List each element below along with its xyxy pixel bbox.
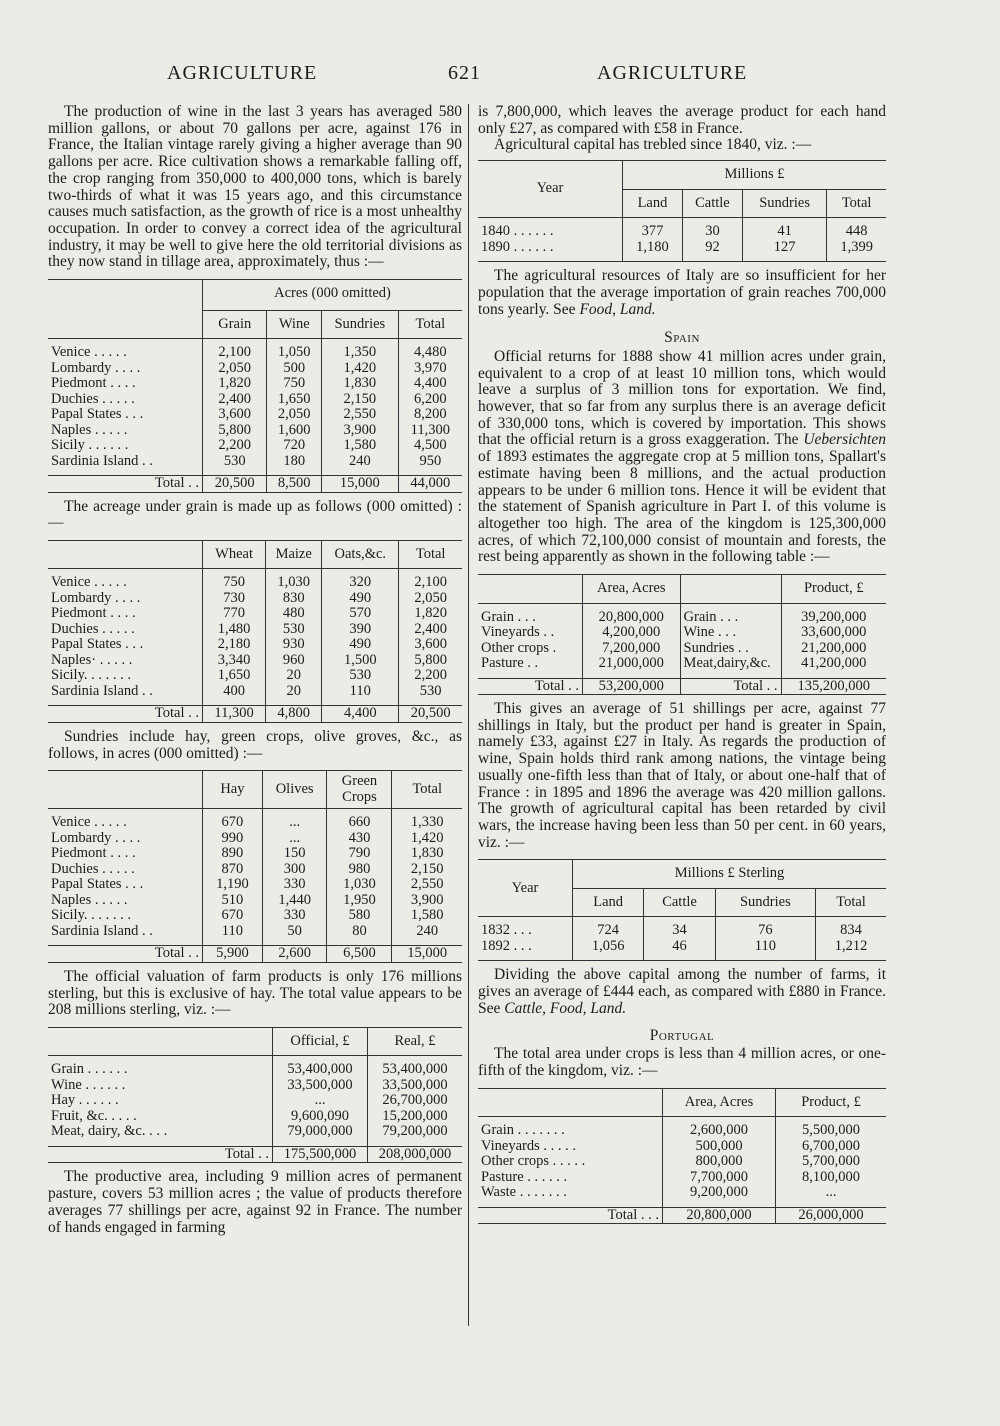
table-cell: 960 [266,653,322,669]
row-label: Naples . . . . . [51,891,128,908]
table-cell: 2,100 [399,575,462,591]
paragraph: This gives an average of 51 shillings per acre, against 77 shillings in Italy, but the product per hand is greater in Spain, namely £33, against £27 in Italy. As regards the production of wine, Spain holds third rank among nations, the vintage being usually one-fifth less than that of Italy, or about one-half that of France : in 1895 and 1896 the average was 420 million gallons. The growth of agricultural capital has been retarded by civil wars, the increase having been less than 50 per cent. in 60 years, viz. :— [478,700,886,851]
table-row [48,893,462,909]
table-cell: 750 [203,575,266,591]
table-cell: 127 [742,240,826,256]
table-row [48,924,462,940]
table-cell: 510 [203,893,263,909]
table-total-row: Total . . 20,500 8,500 15,000 44,000 [48,476,462,493]
table-cell: 1,180 [623,240,683,256]
table-row [478,1123,886,1139]
col-header: Sundries [742,189,826,218]
section-heading-spain: Spain [664,329,700,347]
table-cell: 1,440 [262,893,327,909]
table-cell: 950 [398,454,462,470]
row-label: Pasture . . . . . . [481,1168,568,1185]
table-cell: 730 [203,591,266,607]
see-also-link[interactable]: Food, Land. [579,300,656,318]
table-cell: 1,480 [203,622,266,638]
table-cell: 20 [266,668,322,684]
table-total-row: Total . . 5,900 2,600 6,500 15,000 [48,946,462,963]
col-header: Cattle [682,189,742,218]
table-cell: 377 [623,224,683,240]
table-cell: 1,500 [322,653,399,669]
left-column [48,104,462,1236]
table-cell: 2,150 [392,862,462,878]
row-label: Piedmont . . . . [51,375,136,392]
row-label: Sicily . . . . . . [51,437,129,454]
row-label: Sicily. . . . . . . [51,667,132,684]
table-cell: 5,800 [399,653,462,669]
table-row [478,1170,886,1186]
table-cell: 3,600 [399,637,462,653]
table-row [478,610,886,626]
table-cell: 830 [266,591,322,607]
table-cell: 3,900 [321,423,398,439]
italy-grain-table [48,540,462,723]
table-row [48,862,462,878]
table-cell: Meat,dairy,&c. [680,656,781,672]
table-cell: 570 [322,606,399,622]
table-cell: 500 [267,361,322,377]
table-cell: 9,200,000 [663,1185,776,1201]
table-cell: 2,600,000 [663,1123,776,1139]
table-cell: 834 [816,923,886,939]
paragraph: The productive area, including 9 million acres of permanent pasture, covers 53 million acres ; the value of products therefore averages 77 shillings per acre, against 92 in France. The number of hands engaged in farming [48,1168,462,1236]
table-cell: 180 [267,454,322,470]
table-cell: 1,420 [392,831,462,847]
row-label: Sicily. . . . . . . [51,907,132,924]
table-row [478,1185,886,1201]
table-row [48,423,462,439]
table-cell: 53,400,000 [273,1062,368,1078]
table-cell: 30 [682,224,742,240]
table-cell: 34 [644,923,715,939]
table-cell: ... [776,1185,886,1201]
table-cell: 530 [203,454,267,470]
col-header: Olives [262,771,327,809]
table-cell: 5,700,000 [776,1154,886,1170]
paragraph: The official valuation of farm products is only 176 millions sterling, but this is exclusive of hay. The total value appears to be 208 millions sterling, viz. :— [48,967,462,1019]
table-cell: 1,050 [267,345,322,361]
table-row [48,877,462,893]
table-cell: 110 [715,939,815,955]
table-cell: 2,550 [321,407,398,423]
col-header: Year [478,161,623,218]
table-cell: 110 [203,924,263,940]
col-header: Land [623,189,683,218]
table-cell: 1,820 [399,606,462,622]
table-cell: 430 [327,831,392,847]
table-row [48,831,462,847]
table-cell: 2,050 [399,591,462,607]
table-cell: 2,400 [203,392,267,408]
table-cell: 6,200 [398,392,462,408]
table-cell: 990 [203,831,263,847]
italy-capital-table [478,160,886,262]
table-row [48,653,462,669]
table-total-row: Total . . 53,200,000 Total . . 135,200,000 [478,678,886,695]
table-cell: 720 [267,438,322,454]
table-cell: 21,000,000 [583,656,681,672]
spain-area-table [478,574,886,695]
table-cell: 530 [322,668,399,684]
table-row [48,684,462,700]
table-cell: 320 [322,575,399,591]
table-cell: 11,300 [398,423,462,439]
table-cell: 1,030 [327,877,392,893]
table-cell: 110 [322,684,399,700]
table-cell: 670 [203,908,263,924]
col-header: Oats,&c. [322,540,399,569]
table-cell: 33,500,000 [273,1078,368,1094]
table-group-header: Millions £ Sterling [573,860,887,889]
table-cell: 300 [262,862,327,878]
table-cell: 4,500 [398,438,462,454]
italy-sundries-table [48,770,462,963]
row-label: Lombardy . . . . [51,589,141,606]
table-cell: Grain . . . [680,610,781,626]
running-head-right: AGRICULTURE [597,62,748,84]
table-cell: 1,580 [392,908,462,924]
table-cell: 2,200 [399,668,462,684]
col-header: Grain [203,310,267,339]
table-cell: 33,500,000 [368,1078,462,1094]
table-cell: 2,050 [203,361,267,377]
table-row [48,392,462,408]
table-cell: 33,600,000 [781,625,886,641]
table-cell: 7,700,000 [663,1170,776,1186]
row-label: Wine . . . . . . [51,1076,126,1093]
table-cell: 1,650 [203,668,266,684]
col-header: Hay [203,771,263,809]
table-cell: 1,399 [827,240,886,256]
col-header: Official, £ [273,1027,368,1056]
paragraph: Agricultural capital has trebled since 1840, viz. :— [494,136,812,154]
table-cell: 8,100,000 [776,1170,886,1186]
col-header: Area, Acres [583,575,681,604]
col-header: Total [399,540,462,569]
table-cell: Wine . . . [680,625,781,641]
table-cell: 2,100 [203,345,267,361]
table-cell: 1,820 [203,376,267,392]
row-label: Sardinia Island . . [51,682,153,699]
table-row [48,361,462,377]
table-cell: 4,400 [398,376,462,392]
table-cell: 660 [327,815,392,831]
row-label: Meat, dairy, &c. . . . [51,1123,168,1140]
paragraph: The total area under crops is less than 4 million acres, or one-fifth of the kingdom, viz. :— [478,1045,886,1079]
col-header: Land [573,888,644,917]
col-header: Product, £ [781,575,886,604]
table-row [478,923,886,939]
row-label: Vineyards . . . . . [481,1137,576,1154]
col-header: Cattle [644,888,715,917]
table-cell: 670 [203,815,263,831]
column-divider [468,104,469,1326]
table-row [48,407,462,423]
table-cell: 2,180 [203,637,266,653]
table-row [48,376,462,392]
paragraph: is 7,800,000, which leaves the average product for each hand only £27, as compared with £58 in France. [478,103,886,137]
table-cell: 1,420 [321,361,398,377]
table-row [478,1139,886,1155]
row-label: Naples . . . . . [51,421,128,438]
paragraph: Sundries include hay, green crops, olive groves, &c., as follows, in acres (000 omitted) :— [48,727,462,762]
table-cell: 150 [262,846,327,862]
table-cell: 1,212 [816,939,886,955]
section-heading-portugal: Portugal [649,1026,715,1044]
col-header: Maize [266,540,322,569]
paragraph: The agricultural resources of Italy are so insufficient for her population that the average importation of grain reaches 700,000 tons yearly. See Food, Land. [478,267,886,318]
table-row [48,637,462,653]
row-label: Lombardy . . . . [51,829,141,846]
col-header: Total [398,310,462,339]
table-cell: 79,200,000 [368,1124,462,1140]
table-cell: 6,700,000 [776,1139,886,1155]
table-cell: 9,600,090 [273,1109,368,1125]
right-column [478,104,886,1230]
italy-acreage-table [48,279,462,493]
table-row [48,1109,462,1125]
col-header: Real, £ [368,1027,462,1056]
row-label: Grain . . . . . . . [481,1122,565,1139]
table-cell: 490 [322,637,399,653]
see-also-link[interactable]: Cattle, Food, Land. [504,999,627,1017]
table-cell: 20,800,000 [583,610,681,626]
table-cell: 240 [392,924,462,940]
table-row [48,1124,462,1140]
table-cell: 1,190 [203,877,263,893]
table-cell: ... [273,1093,368,1109]
table-row [478,1154,886,1170]
table-cell: 5,500,000 [776,1123,886,1139]
table-cell: ... [262,815,327,831]
table-cell: 41,200,000 [781,656,886,672]
row-label: Fruit, &c. . . . . [51,1107,137,1124]
table-row [48,846,462,862]
page-number: 621 [448,62,481,84]
table-cell: 1,350 [321,345,398,361]
row-label: Duchies . . . . . [51,860,135,877]
col-header: Wheat [203,540,266,569]
table-total-row: Total . . . 20,800,000 26,000,000 [478,1207,886,1224]
table-cell: 1,330 [392,815,462,831]
table-cell: 3,970 [398,361,462,377]
table-cell: 79,000,000 [273,1124,368,1140]
table-cell: 26,700,000 [368,1093,462,1109]
table-cell: 870 [203,862,263,878]
table-cell: 800,000 [663,1154,776,1170]
table-cell: 50 [262,924,327,940]
table-cell: 530 [399,684,462,700]
table-row [48,345,462,361]
row-label: Other crops . . . . . [481,1153,586,1170]
table-group-header: Acres (000 omitted) [203,280,463,311]
table-cell: 53,400,000 [368,1062,462,1078]
table-cell: 3,340 [203,653,266,669]
table-cell: 448 [827,224,886,240]
portugal-area-table [478,1088,886,1225]
row-label: Piedmont . . . . [51,845,136,862]
table-cell: 500,000 [663,1139,776,1155]
table-total-row: Total . . 11,300 4,800 4,400 20,500 [48,706,462,723]
col-header: Sundries [321,310,398,339]
row-label: Waste . . . . . . . [481,1184,567,1201]
table-row [478,656,886,672]
row-label: Venice . . . . . [51,814,127,831]
table-cell: 39,200,000 [781,610,886,626]
row-label: Grain . . . . . . [51,1061,128,1078]
col-header: Area, Acres [663,1088,776,1117]
table-cell: 750 [267,376,322,392]
table-row [48,622,462,638]
table-cell: 1,580 [321,438,398,454]
table-row [48,1078,462,1094]
row-label: 1832 . . . [481,922,532,939]
table-cell: 770 [203,606,266,622]
row-label: Other crops . [481,639,557,656]
row-label: Venice . . . . . [51,574,127,591]
table-row [478,939,886,955]
table-cell: 46 [644,939,715,955]
row-label: Duchies . . . . . [51,390,135,407]
table-cell: 2,550 [392,877,462,893]
table-total-row: Total . . 175,500,000 208,000,000 [48,1146,462,1163]
table-row [48,591,462,607]
row-label: Papal States . . . [51,406,144,423]
table-cell: 330 [262,877,327,893]
paragraph: The production of wine in the last 3 years has averaged 580 million gallons, or about 70 gallons per acre, against 176 in France, the Italian vintage rarely giving a higher average than 90 gallons per acre. Rice cultivation shows a remarkable falling off, the crop ranging from 350,000 to 400,000 tons, which is barely two-thirds of what it was 15 years ago, and this circumstance causes much satisfaction, as the growth of rice is a most unhealthy occupation. In order to convey a correct idea of the agricultural industry, it may be well to give here the old territorial divisions as they now stand in tillage area, approximately, thus :— [48,103,462,271]
row-label: 1840 . . . . . . [481,223,554,240]
table-row [48,438,462,454]
col-header: Total [827,189,886,218]
table-cell: 4,200,000 [583,625,681,641]
table-cell: ... [262,831,327,847]
table-cell: 2,150 [321,392,398,408]
table-cell: 7,200,000 [583,641,681,657]
table-cell: 490 [322,591,399,607]
table-cell: 480 [266,606,322,622]
table-row [48,908,462,924]
row-label: Sardinia Island . . [51,922,153,939]
table-cell: 1,830 [321,376,398,392]
row-label: Duchies . . . . . [51,620,135,637]
row-label: Papal States . . . [51,876,144,893]
table-row [478,240,886,256]
table-row [48,1093,462,1109]
table-cell: 390 [322,622,399,638]
table-row [478,224,886,240]
table-cell: 2,400 [399,622,462,638]
table-cell: 2,200 [203,438,267,454]
table-cell: 80 [327,924,392,940]
spain-capital-table [478,859,886,961]
table-cell: 1,950 [327,893,392,909]
row-label: Vineyards . . [481,624,555,641]
row-label: Sardinia Island . . [51,452,153,469]
row-label: Grain . . . [481,608,536,625]
table-cell: Sundries . . [680,641,781,657]
table-cell: 1,600 [267,423,322,439]
table-cell: 330 [262,908,327,924]
row-label: Pasture . . [481,655,539,672]
table-cell: 530 [266,622,322,638]
table-cell: 1,650 [267,392,322,408]
table-cell: 980 [327,862,392,878]
table-cell: 1,056 [573,939,644,955]
row-label: Piedmont . . . . [51,605,136,622]
table-cell: 890 [203,846,263,862]
paragraph: The acreage under grain is made up as follows (000 omitted) :— [48,497,462,532]
table-cell: 1,030 [266,575,322,591]
table-cell: 3,900 [392,893,462,909]
table-cell: 3,600 [203,407,267,423]
col-header: Green Crops [327,771,392,809]
table-cell: 8,200 [398,407,462,423]
table-cell: 580 [327,908,392,924]
table-row [48,454,462,470]
table-row [478,625,886,641]
row-label: Hay . . . . . . [51,1092,119,1109]
row-label: 1892 . . . [481,937,532,954]
row-label: Venice . . . . . [51,344,127,361]
table-row [478,641,886,657]
col-header: Sundries [715,888,815,917]
table-cell: 76 [715,923,815,939]
table-cell: 240 [321,454,398,470]
paragraph: Dividing the above capital among the number of farms, it gives an average of £444 each, as compared with £880 in France. See Cattle, Food, Land. [478,966,886,1017]
table-cell: 4,480 [398,345,462,361]
table-cell: 930 [266,637,322,653]
table-row [48,668,462,684]
row-label: Lombardy . . . . [51,359,141,376]
row-label: Naples· . . . . . [51,651,133,668]
table-row [48,1062,462,1078]
table-cell: 92 [682,240,742,256]
table-row [48,815,462,831]
table-group-header: Millions £ [623,161,887,190]
row-label: 1890 . . . . . . [481,238,554,255]
col-header: Total [392,771,462,809]
paragraph: Official returns for 1888 show 41 million acres under grain, equivalent to a crop of at least 10 million tons, which would leave a surplus of 3 million tons for exportation. We find, however, that so far from any surplus there is an average deficit of 330,000 tons, which is covered by importation. This shows that the official return is a gross exaggeration. The Uebersichten of 1893 estimates the aggregate crop at 5 million tons, Spallart's estimate having been 8 millions, and the actual production appears to be under 6 million tons. Hence it will be evident that the statement of Spanish agriculture in Part I. of this volume is altogether too high. The area of the kingdom is 125,300,000 acres, of which 72,100,000 consist of mountain and forests, the rest being apparently as shown in the following table :— [478,347,886,566]
table-cell: 20 [266,684,322,700]
italy-valuation-table [48,1027,462,1164]
col-header: Wine [267,310,322,339]
table-row [48,575,462,591]
table-cell: 15,200,000 [368,1109,462,1125]
table-cell: 21,200,000 [781,641,886,657]
table-row [48,606,462,622]
table-cell: 1,830 [392,846,462,862]
table-cell: 41 [742,224,826,240]
col-header: Product, £ [776,1088,886,1117]
col-header: Total [816,888,886,917]
col-header: Year [478,860,573,917]
table-cell: 724 [573,923,644,939]
table-cell: 400 [203,684,266,700]
table-cell: 790 [327,846,392,862]
running-head-left: AGRICULTURE [167,62,318,84]
table-cell: 5,800 [203,423,267,439]
row-label: Papal States . . . [51,636,144,653]
table-cell: 2,050 [267,407,322,423]
